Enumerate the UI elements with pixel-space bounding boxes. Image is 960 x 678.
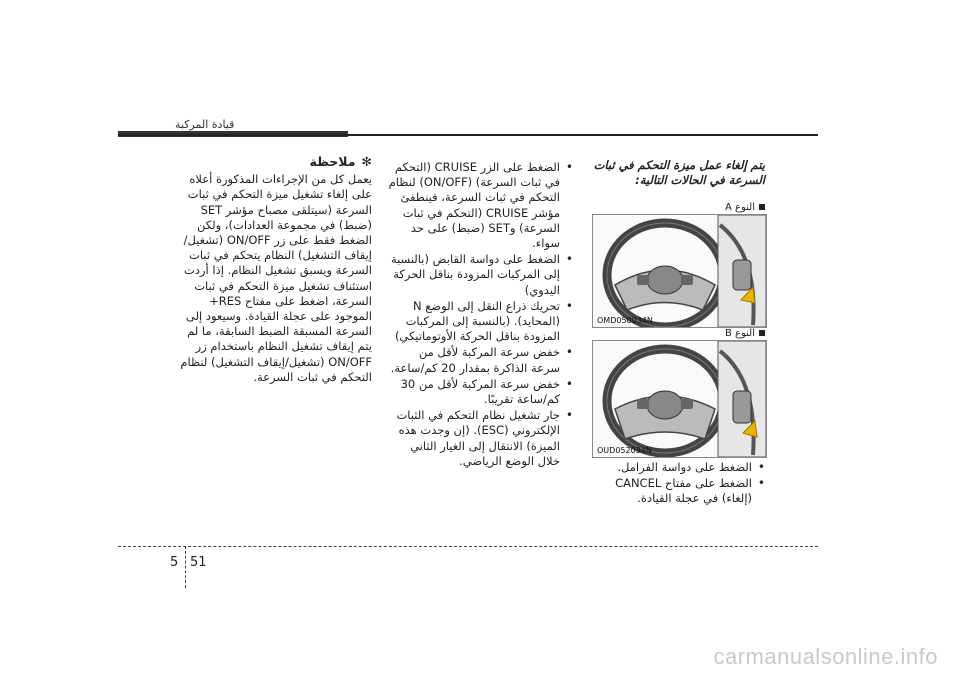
star-icon: ✻: [361, 154, 372, 169]
list-item: • جار تشغيل نظام التحكم في الثبات الإلكتروني (ESC). (إن وجدت هذه الميزة) الانتقال إلى الغيار الثاني خلال الوضع الرياضي.: [388, 408, 573, 469]
chapter-number: 5: [170, 555, 179, 570]
footer-divider: [185, 546, 186, 588]
steering-wheel-illustration: [593, 215, 766, 327]
right-column: [590, 158, 765, 188]
list-item: • الضغط على دواسة الفرامل.: [590, 460, 765, 475]
section-title: قيادة المركبة: [175, 118, 235, 131]
square-bullet-icon: [759, 330, 765, 336]
list-item: • الضغط على دواسة القابض (بالنسبة إلى المركبات المزودة بناقل الحركة اليدوي): [388, 252, 573, 298]
cancel-conditions-list: [388, 160, 573, 470]
figure-a-label: النوع A: [700, 202, 765, 213]
footer-rule: [118, 546, 818, 547]
square-bullet-icon: [759, 204, 765, 210]
caution-note: [172, 154, 372, 385]
list-item: • خفض سرعة المركبة لأقل من 30 كم/ساعة تقريبًا.: [388, 377, 573, 407]
steering-wheel-illustration: [593, 341, 766, 457]
list-item: • خفض سرعة المركبة لأقل من سرعة الذاكرة بمقدار 20 كم/ساعة.: [388, 345, 573, 375]
caution-title: ملاحظة: [309, 154, 356, 169]
caution-heading: [172, 154, 372, 169]
list-item: • تحريك ذراع النقل إلى الوضع N (المحايد). (بالنسبة إلى المركبات المزودة بناقل الحركة الأوتوماتيكي): [388, 299, 573, 345]
page-number: 51: [190, 555, 207, 570]
list-item: • الضغط على الزر CRUISE (التحكم في ثبات السرعة) (ON/OFF) لنظام التحكم في ثبات السرعة، فينطفئ مؤشر CRUISE (التحكم في ثبات السرعة) وSET (ضبط) على حد سواء.: [388, 160, 573, 251]
figure-code: OUD052034N: [597, 446, 652, 455]
watermark: carmanualsonline.info: [713, 644, 938, 669]
list-item: • الضغط على مفتاح CANCEL (إلغاء) في عجلة القيادة.: [590, 476, 765, 506]
caution-body: يعمل كل من الإجراءات المذكورة أعلاه على إلغاء تشغيل ميزة التحكم في ثبات السرعة (سيتلقى مصباح مؤشر SET (ضبط) في مجموعة العدادات)، ولكن الضغط فقط على زر ON/OFF (تشغيل/إيقاف التشغيل) النظام يتحكم في ثبات السرعة ويسبق تشغيل النظام. إذا أردت استئناف تشغيل ميزة التحكم في ثبات السرعة، اضغط على مفتاح RES+ الموجود على عجلة القيادة. وسيعود إلى السرعة المسبقة الضبط السابقة، ما لم يتم إيقاف تشغيل النظام باستخدام زر ON/OFF (تشغيل/إيقاف التشغيل) لنظام التحكم في ثبات السرعة.: [180, 172, 372, 384]
figure-code: OMD050034N: [597, 316, 653, 325]
figure-a: [592, 214, 767, 328]
cancel-heading: يتم إلغاء عمل ميزة التحكم في ثبات السرعة في الحالات التالية:: [593, 158, 765, 187]
figure-b-label: النوع B: [700, 328, 765, 339]
cancel-actions-list: [590, 460, 765, 508]
figure-b: [592, 340, 767, 458]
header-rule: [118, 134, 818, 136]
